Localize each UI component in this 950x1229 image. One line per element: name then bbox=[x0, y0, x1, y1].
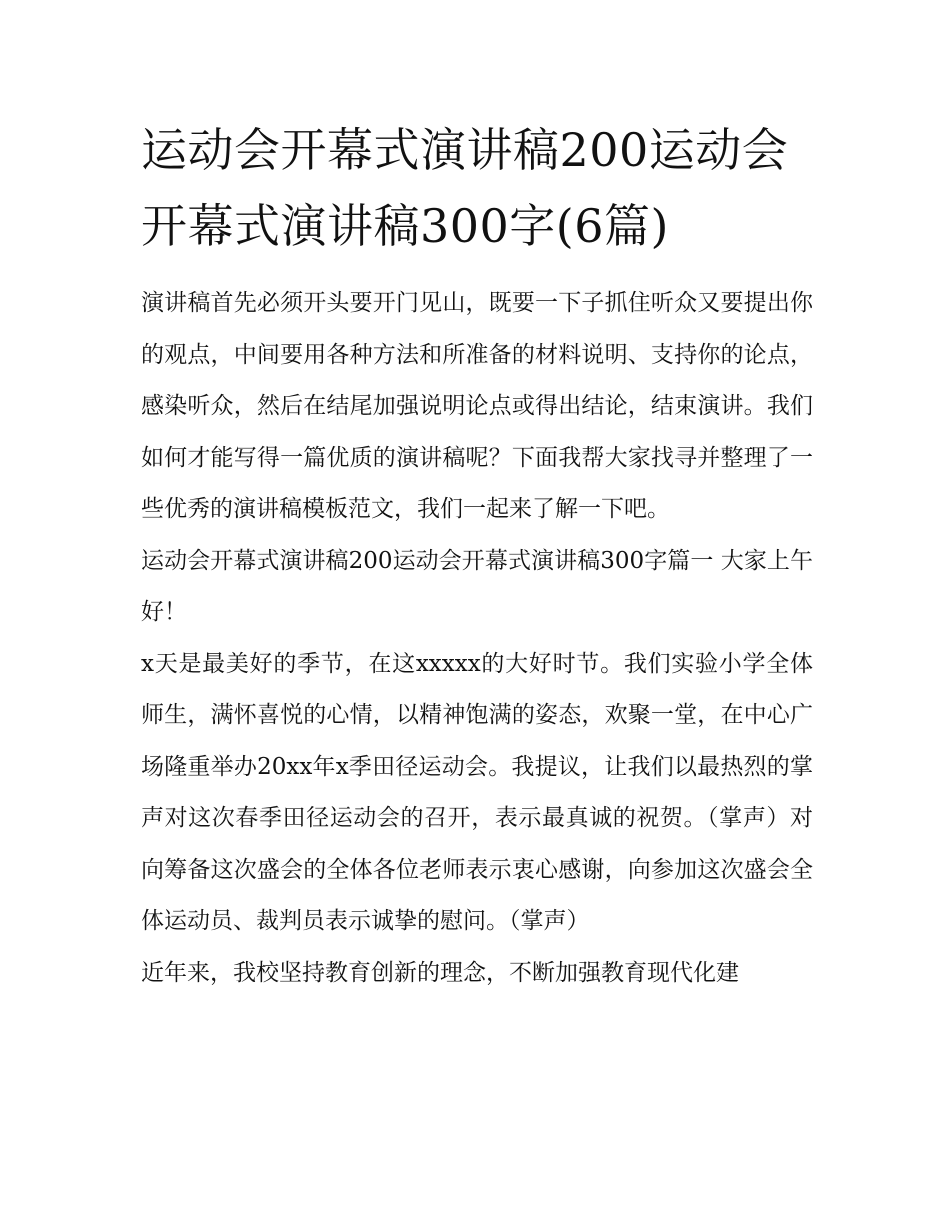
intro-paragraph: 演讲稿首先必须开头要开门见山，既要一下子抓住听众又要提出你的观点，中间要用各种方法和所准备的材料说明、支持你的论点，感染听众，然后在结尾加强说明论点或得出结论，结束演讲。我们如何才能写得一篇优质的演讲稿呢？下面我帮大家找寻并整理了一些优秀的演讲稿模板范文，我们一起来了解一下吧。 bbox=[141, 290, 813, 522]
document-body bbox=[141, 112, 813, 999]
body-paragraph-continued: 近年来，我校坚持教育创新的理念，不断加强教育现代化建 bbox=[141, 959, 739, 986]
body-paragraph: x天是最美好的季节，在这xxxxx的大好时节。我们实验小学全体师生，满怀喜悦的心情，以精神饱满的姿态，欢聚一堂，在中心广场隆重举办20xx年x季田径运动会。我提议，让我们以最热烈的掌声对这次春季田径运动会的召开，表示最真诚的祝贺。（掌声）对向筹备这次盛会的全体各位老师表示衷心感谢，向参加这次盛会全体运动员、裁判员表示诚挚的慰问。（掌声） bbox=[141, 650, 813, 934]
section-heading-paragraph: 运动会开幕式演讲稿200运动会开幕式演讲稿300字篇一 大家上午好！ bbox=[141, 547, 813, 625]
document-title: 运动会开幕式演讲稿200运动会开幕式演讲稿300字(6篇) bbox=[141, 123, 789, 253]
